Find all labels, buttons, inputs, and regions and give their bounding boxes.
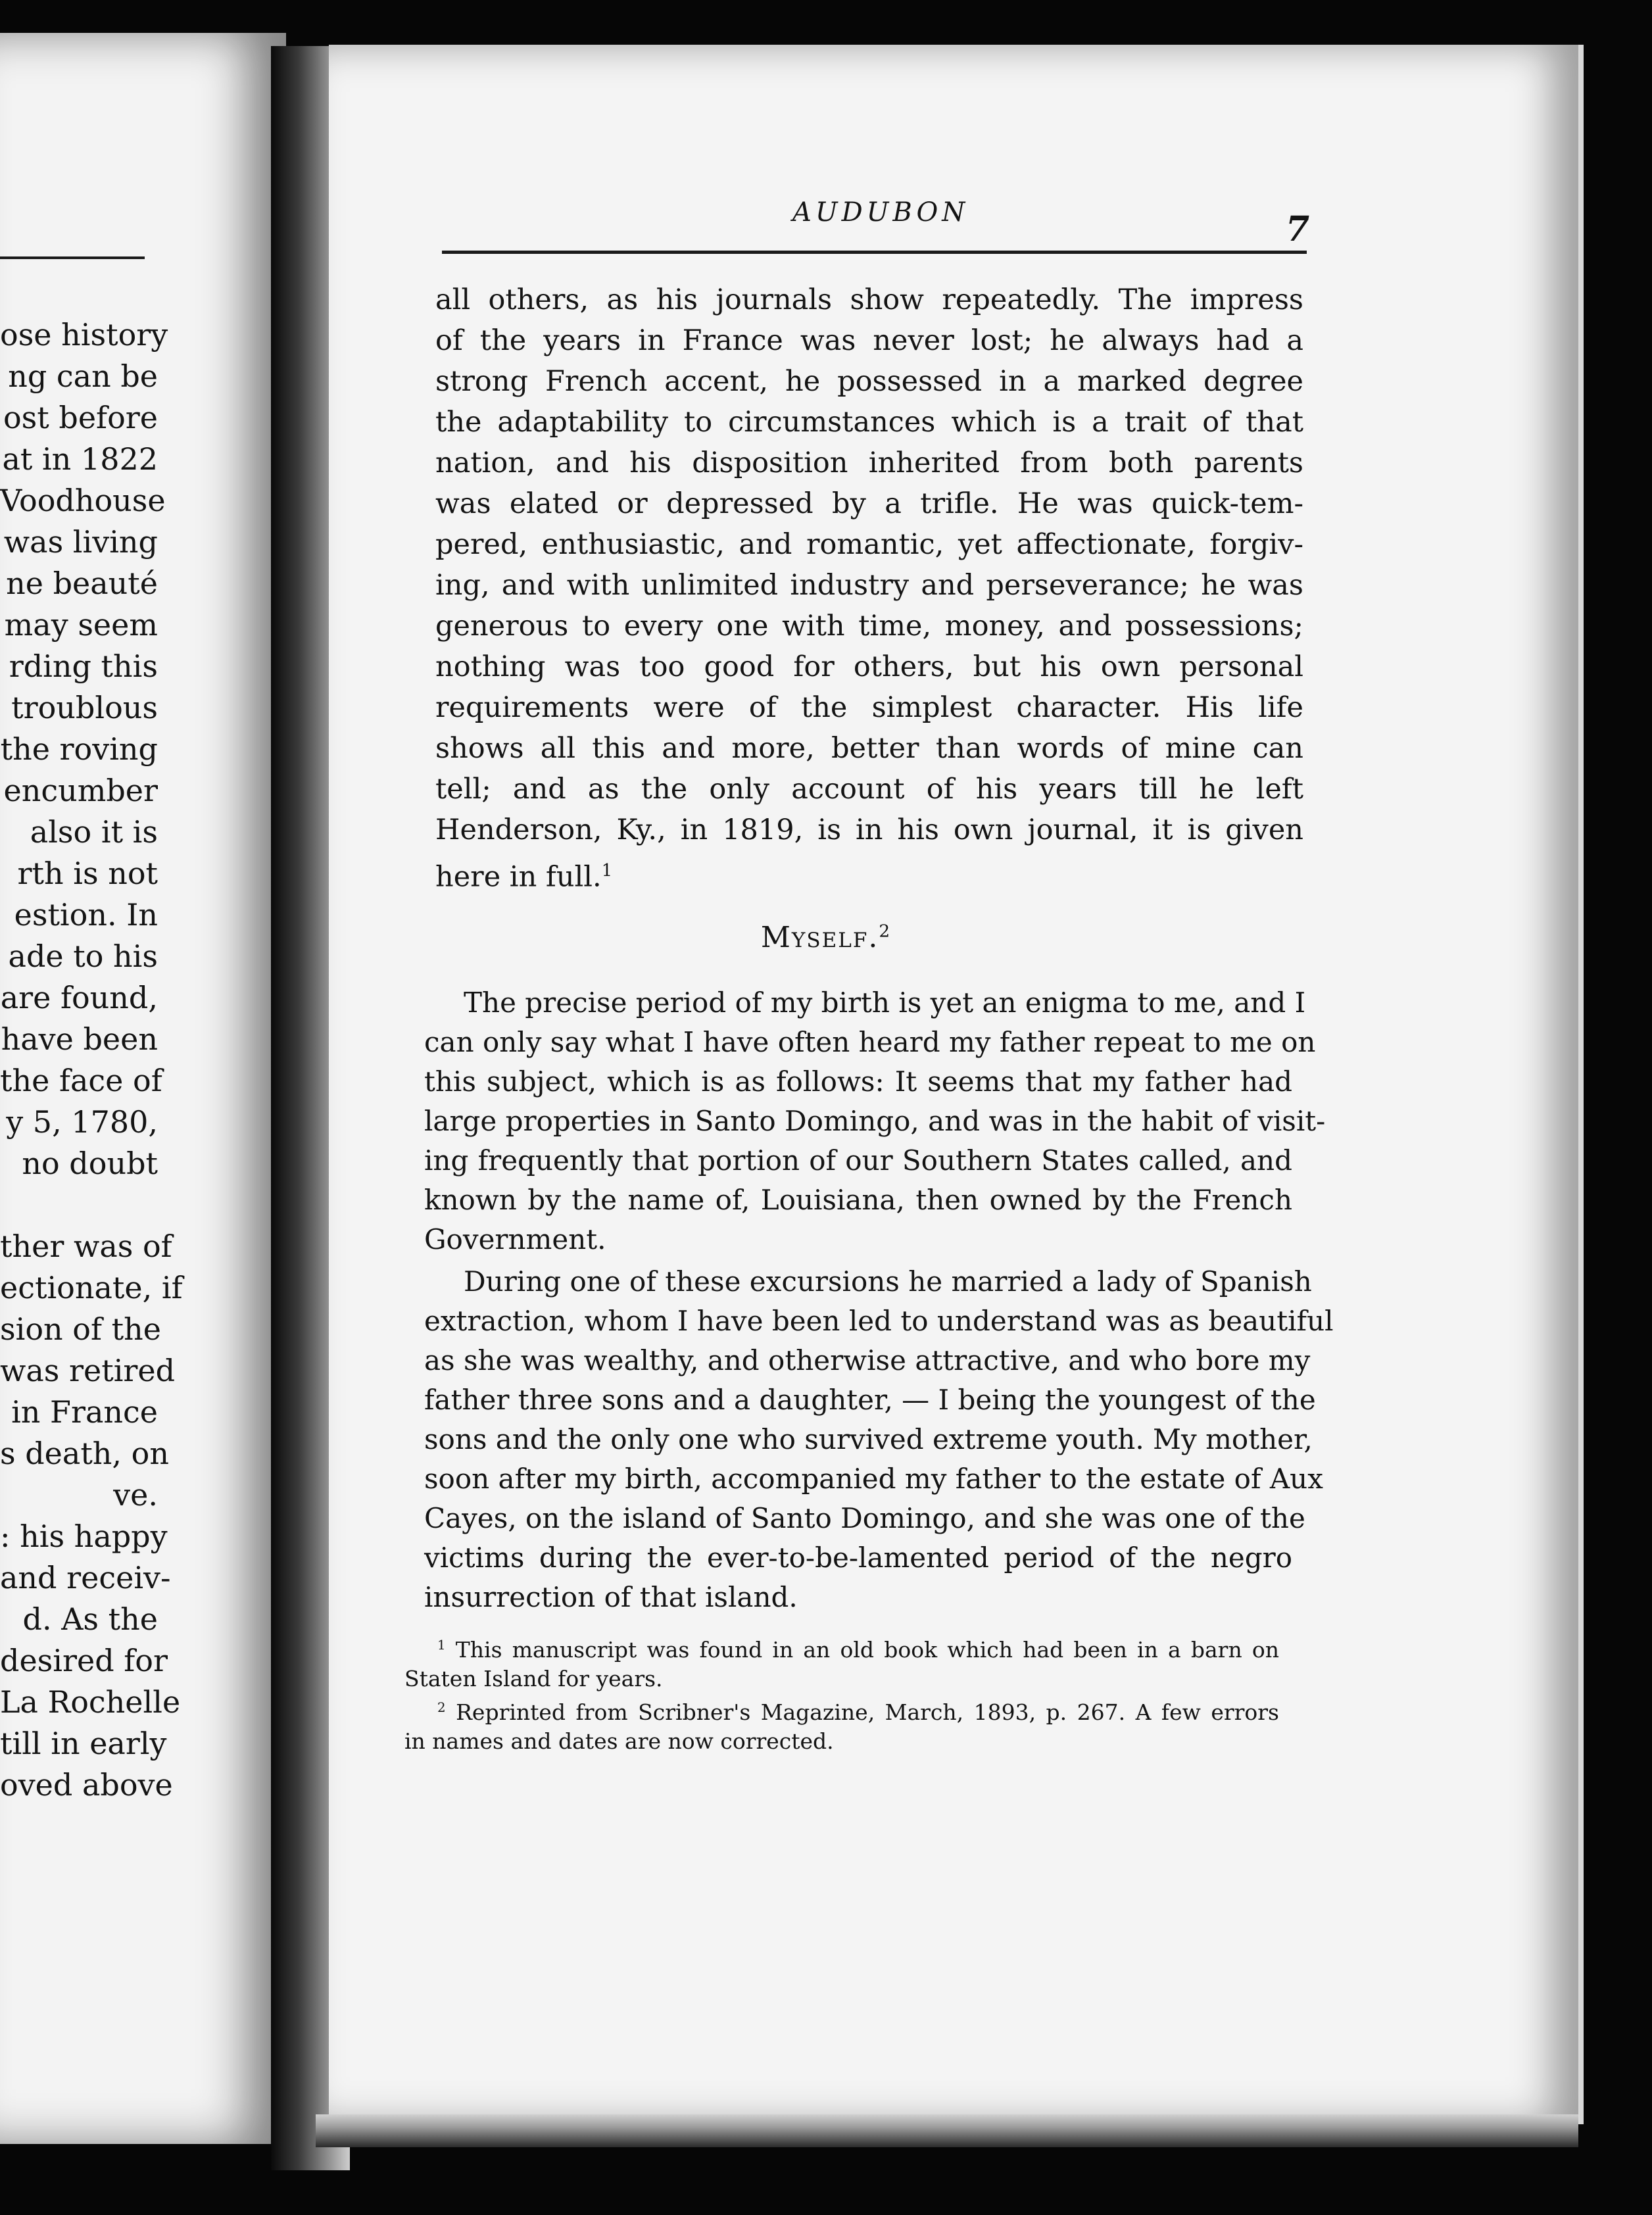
footnote-text: Reprinted from Scribner's Magazine, March, 1893, p. 267. A few errors [456,1699,1279,1725]
left-page-line: sion of the [0,1311,161,1347]
footnote-text: in names and dates are now corrected. [404,1728,834,1754]
left-page-line: ose history [0,317,168,353]
page-edge [316,2114,1578,2147]
footnote-line [404,1631,1279,1665]
body-line: the adaptability to circumstances which is a trait of that [435,406,1303,439]
left-page-line: : his happy [0,1519,168,1554]
left-page-line: ve. [113,1477,158,1513]
paragraph-line: as she was wealthy, and otherwise attractive, and who bore my [424,1344,1311,1376]
left-page-line: d. As the [22,1601,158,1637]
left-page-text [0,314,183,1806]
paragraph-line: The precise period of my birth is yet an enigma to me, and I [464,986,1306,1019]
left-page-line: ade to his [8,938,158,974]
paragraph-line: known by the name of, Louisiana, then owned by the French [424,1184,1292,1216]
body-line: generous to every one with time, money, and possessions; [435,610,1303,643]
left-page-line: desired for [0,1643,168,1678]
page-number: 7 [1286,209,1310,249]
body-line: ing, and with unlimited industry and perseverance; he was [435,569,1303,602]
left-page-line: may seem [4,607,158,643]
paragraph [424,1262,1334,1617]
body-line: nothing was too good for others, but his own personal [435,650,1303,683]
body-line: shows all this and more, better than words of mine can [435,732,1303,765]
running-head: AUDUBON [792,197,969,228]
body-line: Henderson, Ky., in 1819, is in his own journal, it is given [435,814,1303,846]
left-page-line: estion. In [14,897,158,933]
body-line: tell; and as the only account of his years till he left [435,773,1303,806]
left-page-line: oved above [0,1767,173,1803]
paragraph-line: insurrection of that island. [424,1581,798,1613]
section-note-marker: 2 [879,921,892,942]
footnote-ref: 1 [601,861,613,881]
left-page-line: ng can be [8,358,158,394]
left-page-line: no doubt [22,1146,158,1181]
body-line: requirements were of the simplest character. His life [435,691,1303,724]
left-page-line: Voodhouse [0,483,166,518]
left-page-line: ne beauté [6,566,158,601]
footnote-marker: 1 [437,1638,446,1653]
body-line: was elated or depressed by a trifle. He was quick-tem- [435,487,1303,520]
left-page-line: encumber [3,773,158,808]
left-page-line: ectionate, if [0,1270,183,1305]
left-page-line: ost before [3,400,158,435]
section-text [424,983,1334,1620]
paragraph-line: soon after my birth, accompanied my father to the estate of Aux [424,1463,1323,1495]
footnote-line [404,1693,1279,1727]
body-line: strong French accent, he possessed in a marked degree [435,365,1303,398]
body-line: all others, as his journals show repeatedly. The impress [435,283,1303,316]
body-line: pered, enthusiastic, and romantic, yet affectionate, forgiv- [435,528,1303,561]
section-heading [0,921,1652,954]
body-line-text: here in full. [435,860,602,894]
paragraph-line: Cayes, on the island of Santo Domingo, and she was one of the [424,1502,1305,1534]
left-page-rule [0,256,145,259]
left-page-line: and receiv- [0,1560,171,1595]
left-page-line: the roving [0,731,158,767]
body-line: nation, and his disposition inherited from both parents [435,447,1303,479]
left-page-line: also it is [30,814,158,850]
paragraph-line: large properties in Santo Domingo, and was in the habit of visit- [424,1105,1326,1137]
left-page-line: in France [11,1394,158,1430]
left-page-line [0,1184,158,1226]
body-text [435,280,1303,897]
paragraph-line: Government. [424,1223,606,1255]
header-rule [442,251,1307,254]
left-page-line: y 5, 1780, [6,1104,158,1140]
paragraph-line: victims during the ever-to-be-lamented period of the negro [424,1542,1292,1574]
body-line: of the years in France was never lost; he always had a [435,324,1303,357]
left-page-line: s death, on [0,1436,169,1471]
body-line [435,850,1303,897]
paragraph-line: father three sons and a daughter, — I being the youngest of the [424,1384,1316,1416]
left-page-line: have been [1,1021,158,1057]
paragraph-line: ing frequently that portion of our Southern States called, and [424,1144,1292,1177]
left-page-line: are found, [0,980,158,1015]
footnote-marker: 2 [437,1700,446,1715]
paragraph [424,983,1326,1259]
section-title: Myself. [760,921,879,954]
paragraph-line: can only say what I have often heard my father repeat to me on [424,1026,1316,1058]
footnote-line [404,1727,1279,1756]
left-page-line: rth is not [17,856,158,891]
footnote-text: This manuscript was found in an old book which had been in a barn on [455,1637,1279,1663]
paragraph-line: sons and the only one who survived extreme youth. My mother, [424,1423,1313,1455]
left-page-line: La Rochelle [0,1684,181,1720]
footnote-text: Staten Island for years. [404,1666,663,1692]
left-page-line: ther was of [0,1229,172,1264]
left-page-line: was retired [0,1353,176,1388]
left-page-line: was living [3,524,158,560]
left-page-line: the face of [0,1063,162,1098]
left-page-line: troublous [11,690,158,725]
left-page [0,33,286,2144]
footnote-line [404,1665,1279,1693]
paragraph-line: this subject, which is as follows: It seems that my father had [424,1065,1292,1098]
left-page-line: at in 1822 [2,441,158,477]
paragraph-line: During one of these excursions he married a lady of Spanish [464,1265,1312,1298]
paragraph-line: extraction, whom I have been led to understand was as beautiful [424,1305,1334,1337]
left-page-line: till in early [0,1726,167,1761]
left-page-line: rding this [9,648,158,684]
footnotes [404,1631,1279,1756]
